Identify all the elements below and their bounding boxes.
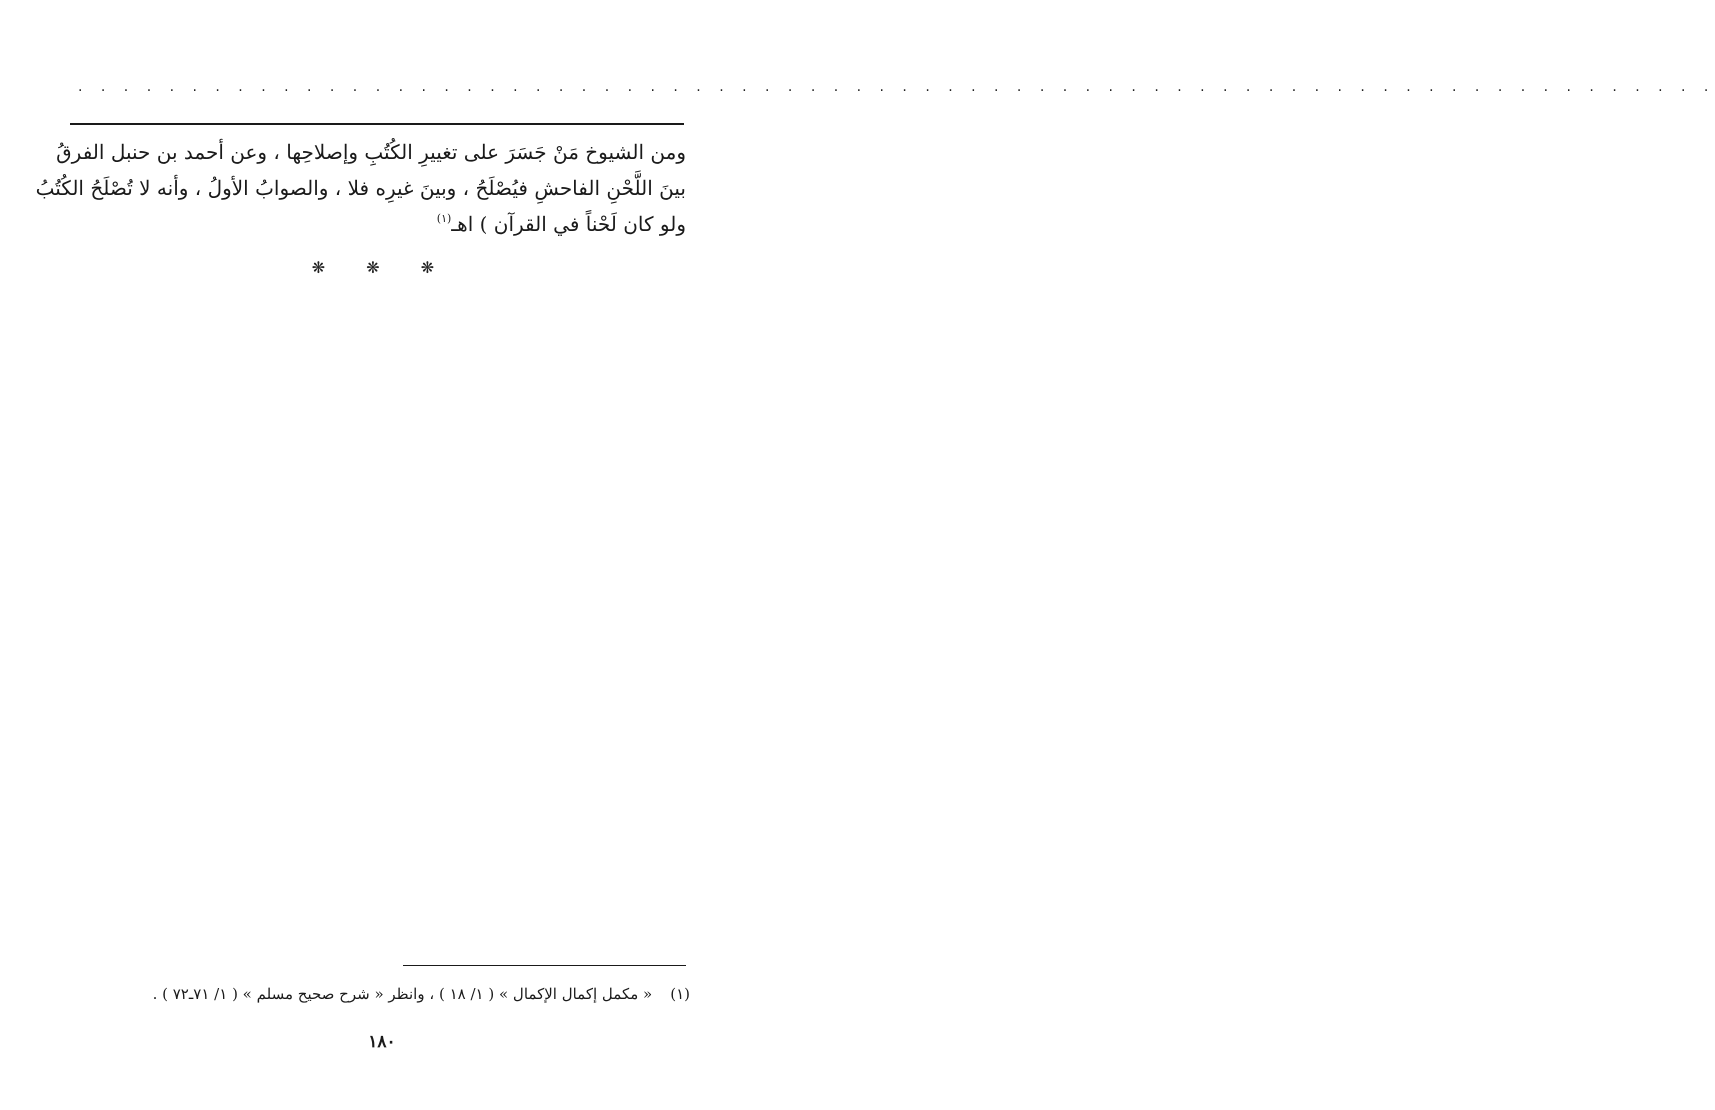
footnote-number: (١) — [670, 985, 690, 1003]
header-rule — [70, 123, 684, 125]
paragraph-line-1: ومن الشيوخ مَنْ جَسَرَ على تغييرِ الكُتُبِ وإصلاحِها ، وعن أحمد بن حنبل الفرقُ — [56, 140, 686, 164]
main-paragraph — [35, 134, 686, 242]
section-separator-stars: ❋ ❋ ❋ — [311, 258, 453, 277]
page-number: ١٨٠ — [368, 1032, 396, 1052]
paragraph-line-2: بينَ اللَّحْنِ الفاحشِ فيُصْلَحُ ، وبينَ غيرِه فلا ، والصوابُ الأولُ ، وأنه لا تُصْلَحُ الكُتُبُ — [35, 176, 686, 200]
header-dotted-line: · · · · · · · · · · · · · · · · · · · · · · · · · · · · · · · · · · · · · · · · · · · · · · · · · · · · · · · · · · · · · · · · · · · · · · · · — [78, 83, 1715, 99]
footnote-reference: (١) — [436, 212, 452, 225]
footnote-rule — [403, 965, 686, 966]
footnote — [110, 980, 690, 1008]
paragraph-line-3-text: ولو كان لَحْناً في القرآن ) اهـ — [451, 212, 686, 236]
footnote-text: « مكمل إكمال الإكمال » ( ١/ ١٨ ) ، وانظر « شرح صحيح مسلم » ( ١/ ٧١ـ٧٢ ) . — [152, 985, 653, 1003]
paragraph-line-3 — [66, 206, 686, 242]
